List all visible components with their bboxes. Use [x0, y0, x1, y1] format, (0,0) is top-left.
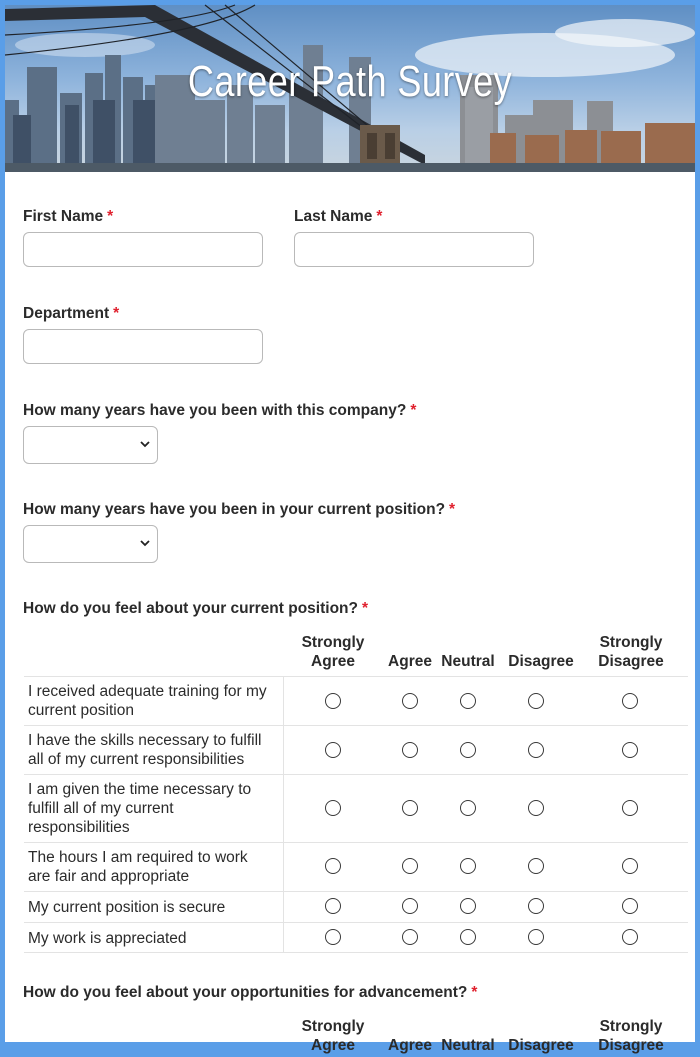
- radio-agree[interactable]: [402, 858, 418, 874]
- radio-strongly-agree[interactable]: [325, 898, 341, 914]
- last-name-input[interactable]: [294, 232, 534, 267]
- years-company-label: [23, 402, 416, 420]
- table-row: [24, 676, 688, 725]
- first-name-label-text: First Name: [23, 208, 104, 225]
- years-position-label: [23, 501, 455, 519]
- col-header-line2: Disagree: [508, 653, 574, 670]
- radio-strongly-disagree[interactable]: [622, 742, 638, 758]
- survey-form-frame: [5, 5, 695, 1054]
- matrix1-col-disagree: [499, 652, 583, 671]
- years-company-select[interactable]: [23, 426, 158, 464]
- row-text-line: are fair and appropriate: [28, 868, 190, 885]
- matrix2-label: [23, 984, 477, 1002]
- last-name-label-text: Last Name: [294, 208, 373, 225]
- radio-agree[interactable]: [402, 693, 418, 709]
- radio-strongly-disagree[interactable]: [622, 898, 638, 914]
- radio-strongly-disagree[interactable]: [622, 693, 638, 709]
- required-mark: *: [471, 984, 478, 1001]
- col-header-line1: Strongly: [599, 634, 663, 651]
- radio-agree[interactable]: [402, 898, 418, 914]
- radio-disagree[interactable]: [528, 800, 544, 816]
- radio-agree[interactable]: [402, 742, 418, 758]
- department-input[interactable]: [23, 329, 263, 364]
- row-text-line: I am given the time necessary to: [28, 781, 252, 798]
- table-row: [24, 891, 688, 922]
- col-header-line2: Disagree: [508, 1037, 574, 1054]
- radio-neutral[interactable]: [460, 800, 476, 816]
- col-header-line2: Agree: [311, 653, 355, 670]
- radio-strongly-disagree[interactable]: [622, 929, 638, 945]
- col-header-line2: Disagree: [598, 1037, 664, 1054]
- row-text-line: current position: [28, 702, 134, 719]
- radio-disagree[interactable]: [528, 929, 544, 945]
- radio-neutral[interactable]: [460, 742, 476, 758]
- col-header-line2: Disagree: [598, 653, 664, 670]
- row-statement: [28, 731, 280, 769]
- last-name-label: [294, 208, 382, 226]
- matrix2-label-text: How do you feel about your opportunities for advancement?: [23, 984, 468, 1001]
- matrix2-table: [23, 1017, 688, 1057]
- col-header-line2: Agree: [388, 653, 432, 670]
- radio-agree[interactable]: [402, 929, 418, 945]
- radio-strongly-agree[interactable]: [325, 800, 341, 816]
- col-header-line2: Neutral: [441, 653, 495, 670]
- radio-neutral[interactable]: [460, 693, 476, 709]
- department-label-text: Department: [23, 305, 110, 322]
- matrix1-col-strongly-disagree: [588, 633, 674, 671]
- matrix1-col-agree: [380, 652, 440, 671]
- matrix1-label: [23, 600, 368, 618]
- radio-neutral[interactable]: [460, 898, 476, 914]
- chevron-down-icon: [139, 438, 151, 450]
- row-text-line: My work is appreciated: [28, 930, 187, 947]
- row-statement: [28, 848, 280, 886]
- row-text-line: all of my current responsibilities: [28, 751, 245, 768]
- radio-neutral[interactable]: [460, 929, 476, 945]
- first-name-input[interactable]: [23, 232, 263, 267]
- matrix2-col-disagree: [499, 1036, 583, 1055]
- years-company-label-text: How many years have you been with this company?: [23, 402, 407, 419]
- radio-strongly-agree[interactable]: [325, 929, 341, 945]
- column-divider: [283, 775, 284, 842]
- radio-disagree[interactable]: [528, 898, 544, 914]
- required-mark: *: [113, 305, 120, 322]
- header-banner: [5, 5, 695, 172]
- department-label: [23, 305, 119, 323]
- radio-neutral[interactable]: [460, 858, 476, 874]
- required-mark: *: [361, 600, 369, 617]
- radio-disagree[interactable]: [528, 742, 544, 758]
- table-row: [24, 774, 688, 842]
- required-mark: *: [449, 501, 456, 518]
- matrix2-col-agree: [380, 1036, 440, 1055]
- matrix2-col-strongly-disagree: [588, 1017, 674, 1055]
- required-mark: *: [410, 402, 417, 419]
- years-position-label-text: How many years have you been in your current position?: [23, 501, 446, 518]
- table-row: [24, 725, 688, 774]
- col-header-line2: Neutral: [441, 1037, 495, 1054]
- col-header-line1: Strongly: [301, 1018, 365, 1035]
- chevron-down-icon: [139, 537, 151, 549]
- row-text-line: I have the skills necessary to fulfill: [28, 732, 262, 749]
- first-name-label: [23, 208, 113, 226]
- row-statement: [28, 898, 280, 917]
- col-header-line2: Agree: [388, 1037, 432, 1054]
- radio-strongly-agree[interactable]: [325, 858, 341, 874]
- matrix1-table: [23, 633, 688, 963]
- row-text-line: fulfill all of my current: [28, 800, 174, 817]
- matrix1-col-strongly-agree: [293, 633, 373, 671]
- radio-agree[interactable]: [402, 800, 418, 816]
- row-text-line: responsibilities: [28, 819, 130, 836]
- col-header-line2: Agree: [311, 1037, 355, 1054]
- matrix2-col-strongly-agree: [293, 1017, 373, 1055]
- row-statement: [28, 929, 280, 948]
- column-divider: [283, 923, 284, 952]
- row-text-line: My current position is secure: [28, 899, 226, 916]
- required-mark: *: [376, 208, 383, 225]
- column-divider: [283, 843, 284, 891]
- row-text-line: The hours I am required to work: [28, 849, 248, 866]
- table-row: [24, 842, 688, 891]
- row-statement: [28, 780, 280, 837]
- col-header-line1: Strongly: [599, 1018, 663, 1035]
- row-text-line: I received adequate training for my: [28, 683, 267, 700]
- matrix2-col-neutral: [439, 1036, 497, 1055]
- table-row: [24, 922, 688, 953]
- radio-strongly-agree[interactable]: [325, 693, 341, 709]
- matrix1-label-text: How do you feel about your current position?: [23, 600, 358, 617]
- radio-strongly-disagree[interactable]: [622, 800, 638, 816]
- required-mark: *: [107, 208, 114, 225]
- column-divider: [283, 677, 284, 725]
- radio-strongly-agree[interactable]: [325, 742, 341, 758]
- matrix1-col-neutral: [439, 652, 497, 671]
- row-statement: [28, 682, 280, 720]
- years-position-select[interactable]: [23, 525, 158, 563]
- page-title: Career Path Survey: [187, 57, 513, 106]
- radio-disagree[interactable]: [528, 693, 544, 709]
- col-header-line1: Strongly: [301, 634, 365, 651]
- radio-disagree[interactable]: [528, 858, 544, 874]
- radio-strongly-disagree[interactable]: [622, 858, 638, 874]
- column-divider: [283, 892, 284, 922]
- column-divider: [283, 726, 284, 774]
